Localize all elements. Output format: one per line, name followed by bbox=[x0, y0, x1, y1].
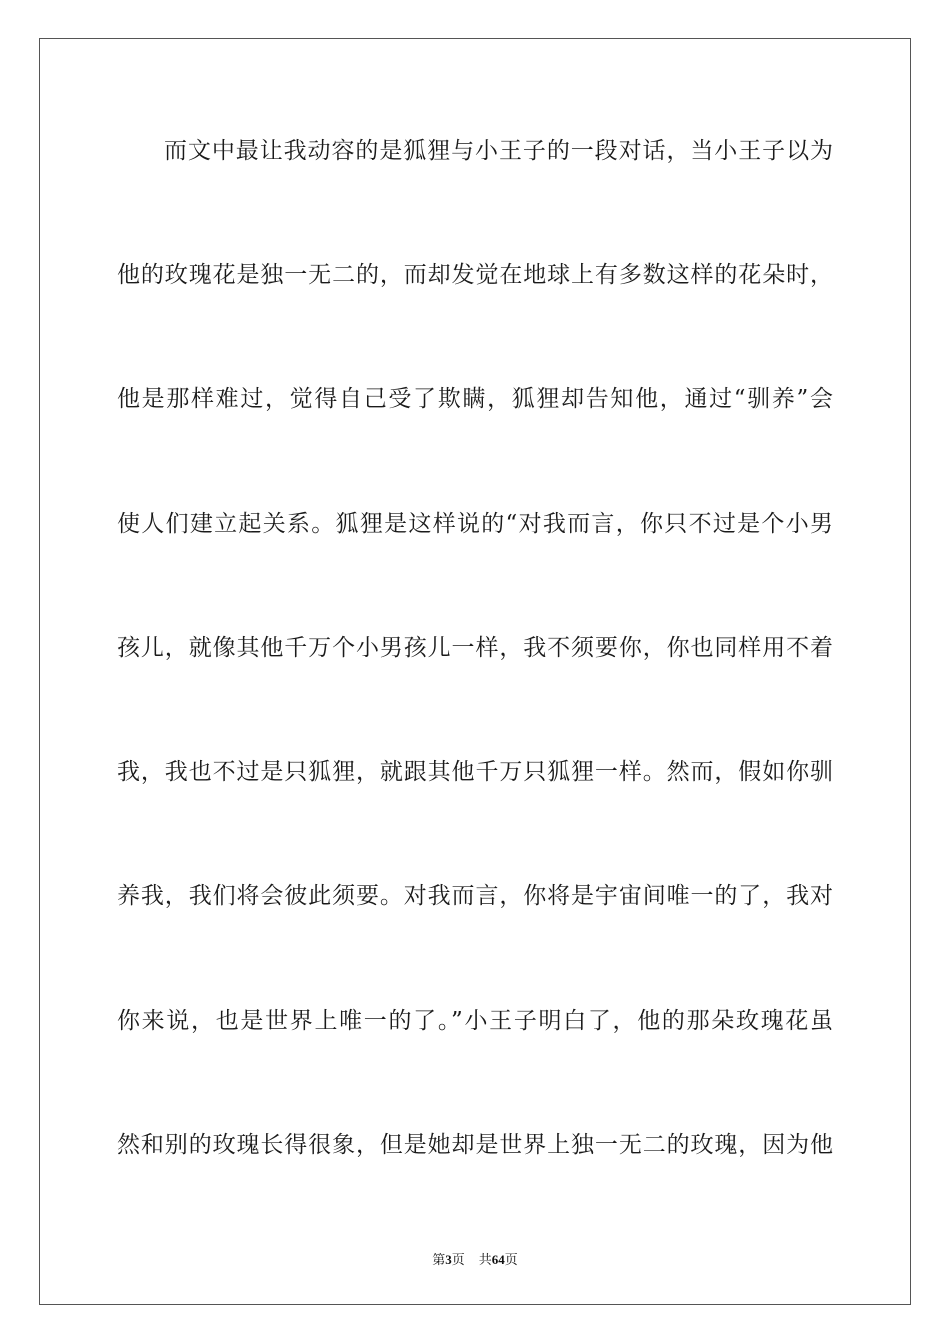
paragraph-line-9: 然和别的玫瑰长得很象，但是她却是世界上独一无二的玫瑰，因为他 bbox=[117, 1132, 833, 1158]
total-prefix: 共 bbox=[478, 1253, 492, 1268]
paragraph-line-5: 孩儿，就像其他千万个小男孩儿一样，我不须要你，你也同样用不着 bbox=[117, 635, 833, 661]
paragraph-line-4: 使人们建立起关系。狐狸是这样说的“对我而言，你只不过是个小男 bbox=[117, 511, 833, 537]
page-suffix: 页 bbox=[451, 1253, 465, 1268]
paragraph-line-8: 你来说，也是世界上唯一的了。”小王子明白了，他的那朵玫瑰花虽 bbox=[117, 1008, 833, 1034]
paragraph-line-2: 他的玫瑰花是独一无二的，而却发觉在地球上有多数这样的花朵时， bbox=[117, 262, 833, 288]
paragraph-line-1: 而文中最让我动容的是狐狸与小王子的一段对话，当小王子以为 bbox=[164, 138, 833, 164]
page-total: 64 bbox=[491, 1252, 505, 1267]
paragraph-line-3: 他是那样难过，觉得自己受了欺瞒，狐狸却告知他，通过“驯养”会 bbox=[117, 386, 833, 412]
total-suffix: 页 bbox=[504, 1253, 518, 1268]
paragraph-line-6: 我，我也不过是只狐狸，就跟其他千万只狐狸一样。然而，假如你驯 bbox=[117, 759, 833, 785]
page-border bbox=[39, 38, 911, 1305]
paragraph-line-7: 养我，我们将会彼此须要。对我而言，你将是宇宙间唯一的了，我对 bbox=[117, 883, 833, 909]
page-footer bbox=[0, 1249, 950, 1268]
page-number: 3 bbox=[445, 1252, 452, 1267]
page-prefix: 第 bbox=[432, 1253, 446, 1268]
